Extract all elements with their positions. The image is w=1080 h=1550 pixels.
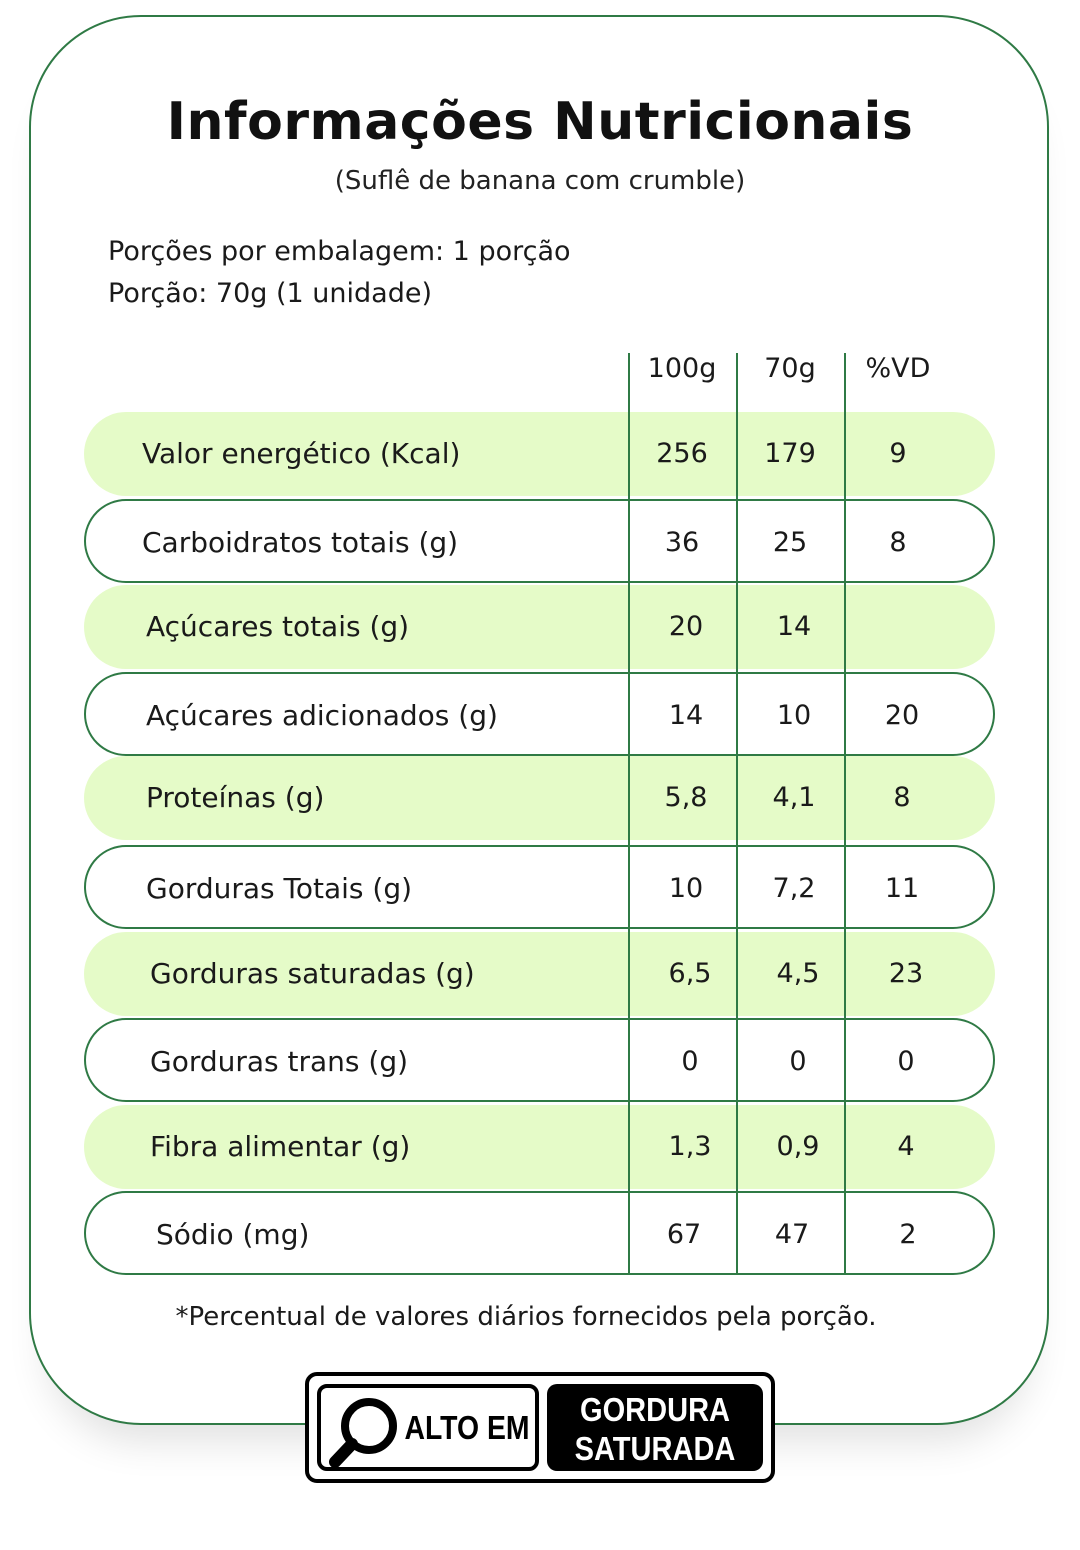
page-title: Informações Nutricionais (166, 92, 914, 152)
column-header-vd: %VD (865, 353, 931, 384)
table-row (84, 1105, 995, 1189)
value-70g: 10 (776, 700, 812, 731)
value-100g: 67 (666, 1219, 702, 1250)
badge-alto-em-text: ALTO EM (404, 1409, 530, 1446)
value-vd: 8 (893, 782, 911, 813)
table-row (84, 585, 995, 669)
table-row (84, 1018, 995, 1102)
row-label: Sódio (mg) (156, 1218, 310, 1251)
value-70g: 4,5 (776, 958, 820, 989)
row-label: Fibra alimentar (g) (150, 1130, 411, 1163)
table-row (84, 672, 995, 756)
value-100g: 6,5 (668, 958, 712, 989)
value-70g: 179 (764, 438, 816, 469)
table-row (84, 756, 995, 840)
value-100g: 10 (668, 873, 704, 904)
value-vd: 8 (889, 527, 907, 558)
row-label: Gorduras saturadas (g) (150, 957, 475, 990)
value-100g: 0 (681, 1046, 699, 1077)
column-header-100g: 100g (647, 353, 717, 384)
value-70g: 7,2 (772, 873, 816, 904)
column-divider (844, 353, 846, 1275)
table-row (84, 499, 995, 583)
value-vd: 11 (884, 873, 920, 904)
value-vd: 4 (897, 1131, 915, 1162)
value-70g: 14 (776, 611, 812, 642)
magnifier-icon (329, 1394, 401, 1470)
badge-nutrient-label (547, 1384, 763, 1471)
value-100g: 256 (656, 438, 708, 469)
value-vd: 23 (888, 958, 924, 989)
value-100g: 14 (668, 700, 704, 731)
value-100g: 20 (668, 611, 704, 642)
value-70g: 0 (789, 1046, 807, 1077)
row-label: Carboidratos totais (g) (142, 526, 459, 559)
row-label: Valor energético (Kcal) (142, 437, 461, 470)
table-row (84, 932, 995, 1016)
row-label: Açúcares adicionados (g) (146, 699, 498, 732)
high-saturated-fat-warning-badge (305, 1372, 775, 1483)
value-100g: 5,8 (664, 782, 708, 813)
value-100g: 1,3 (668, 1131, 712, 1162)
row-label: Açúcares totais (g) (146, 610, 410, 643)
column-divider (736, 353, 738, 1275)
value-70g: 4,1 (772, 782, 816, 813)
portion-size: Porção: 70g (1 unidade) (108, 278, 432, 309)
value-100g: 36 (664, 527, 700, 558)
value-vd (852, 585, 952, 669)
value-70g: 25 (772, 527, 808, 558)
value-70g: 0,9 (776, 1131, 820, 1162)
column-header-70g: 70g (764, 353, 816, 384)
servings-per-package: Porções por embalagem: 1 porção (108, 236, 571, 267)
product-subtitle: (Suflê de banana com crumble) (334, 166, 746, 196)
table-row (84, 412, 995, 496)
row-label: Gorduras Totais (g) (146, 872, 413, 905)
badge-alto-em (317, 1384, 539, 1471)
table-row (84, 1191, 995, 1275)
badge-line-1: GORDURA (579, 1391, 731, 1428)
value-vd: 0 (897, 1046, 915, 1077)
value-vd: 9 (889, 438, 907, 469)
row-label: Proteínas (g) (146, 781, 325, 814)
footnote: *Percentual de valores diários fornecidos pela porção. (175, 1302, 877, 1332)
value-vd: 20 (884, 700, 920, 731)
value-70g: 47 (774, 1219, 810, 1250)
column-divider (628, 353, 630, 1275)
badge-line-2: SATURADA (574, 1430, 736, 1467)
table-row (84, 845, 995, 929)
value-vd: 2 (899, 1219, 917, 1250)
row-label: Gorduras trans (g) (150, 1045, 409, 1078)
